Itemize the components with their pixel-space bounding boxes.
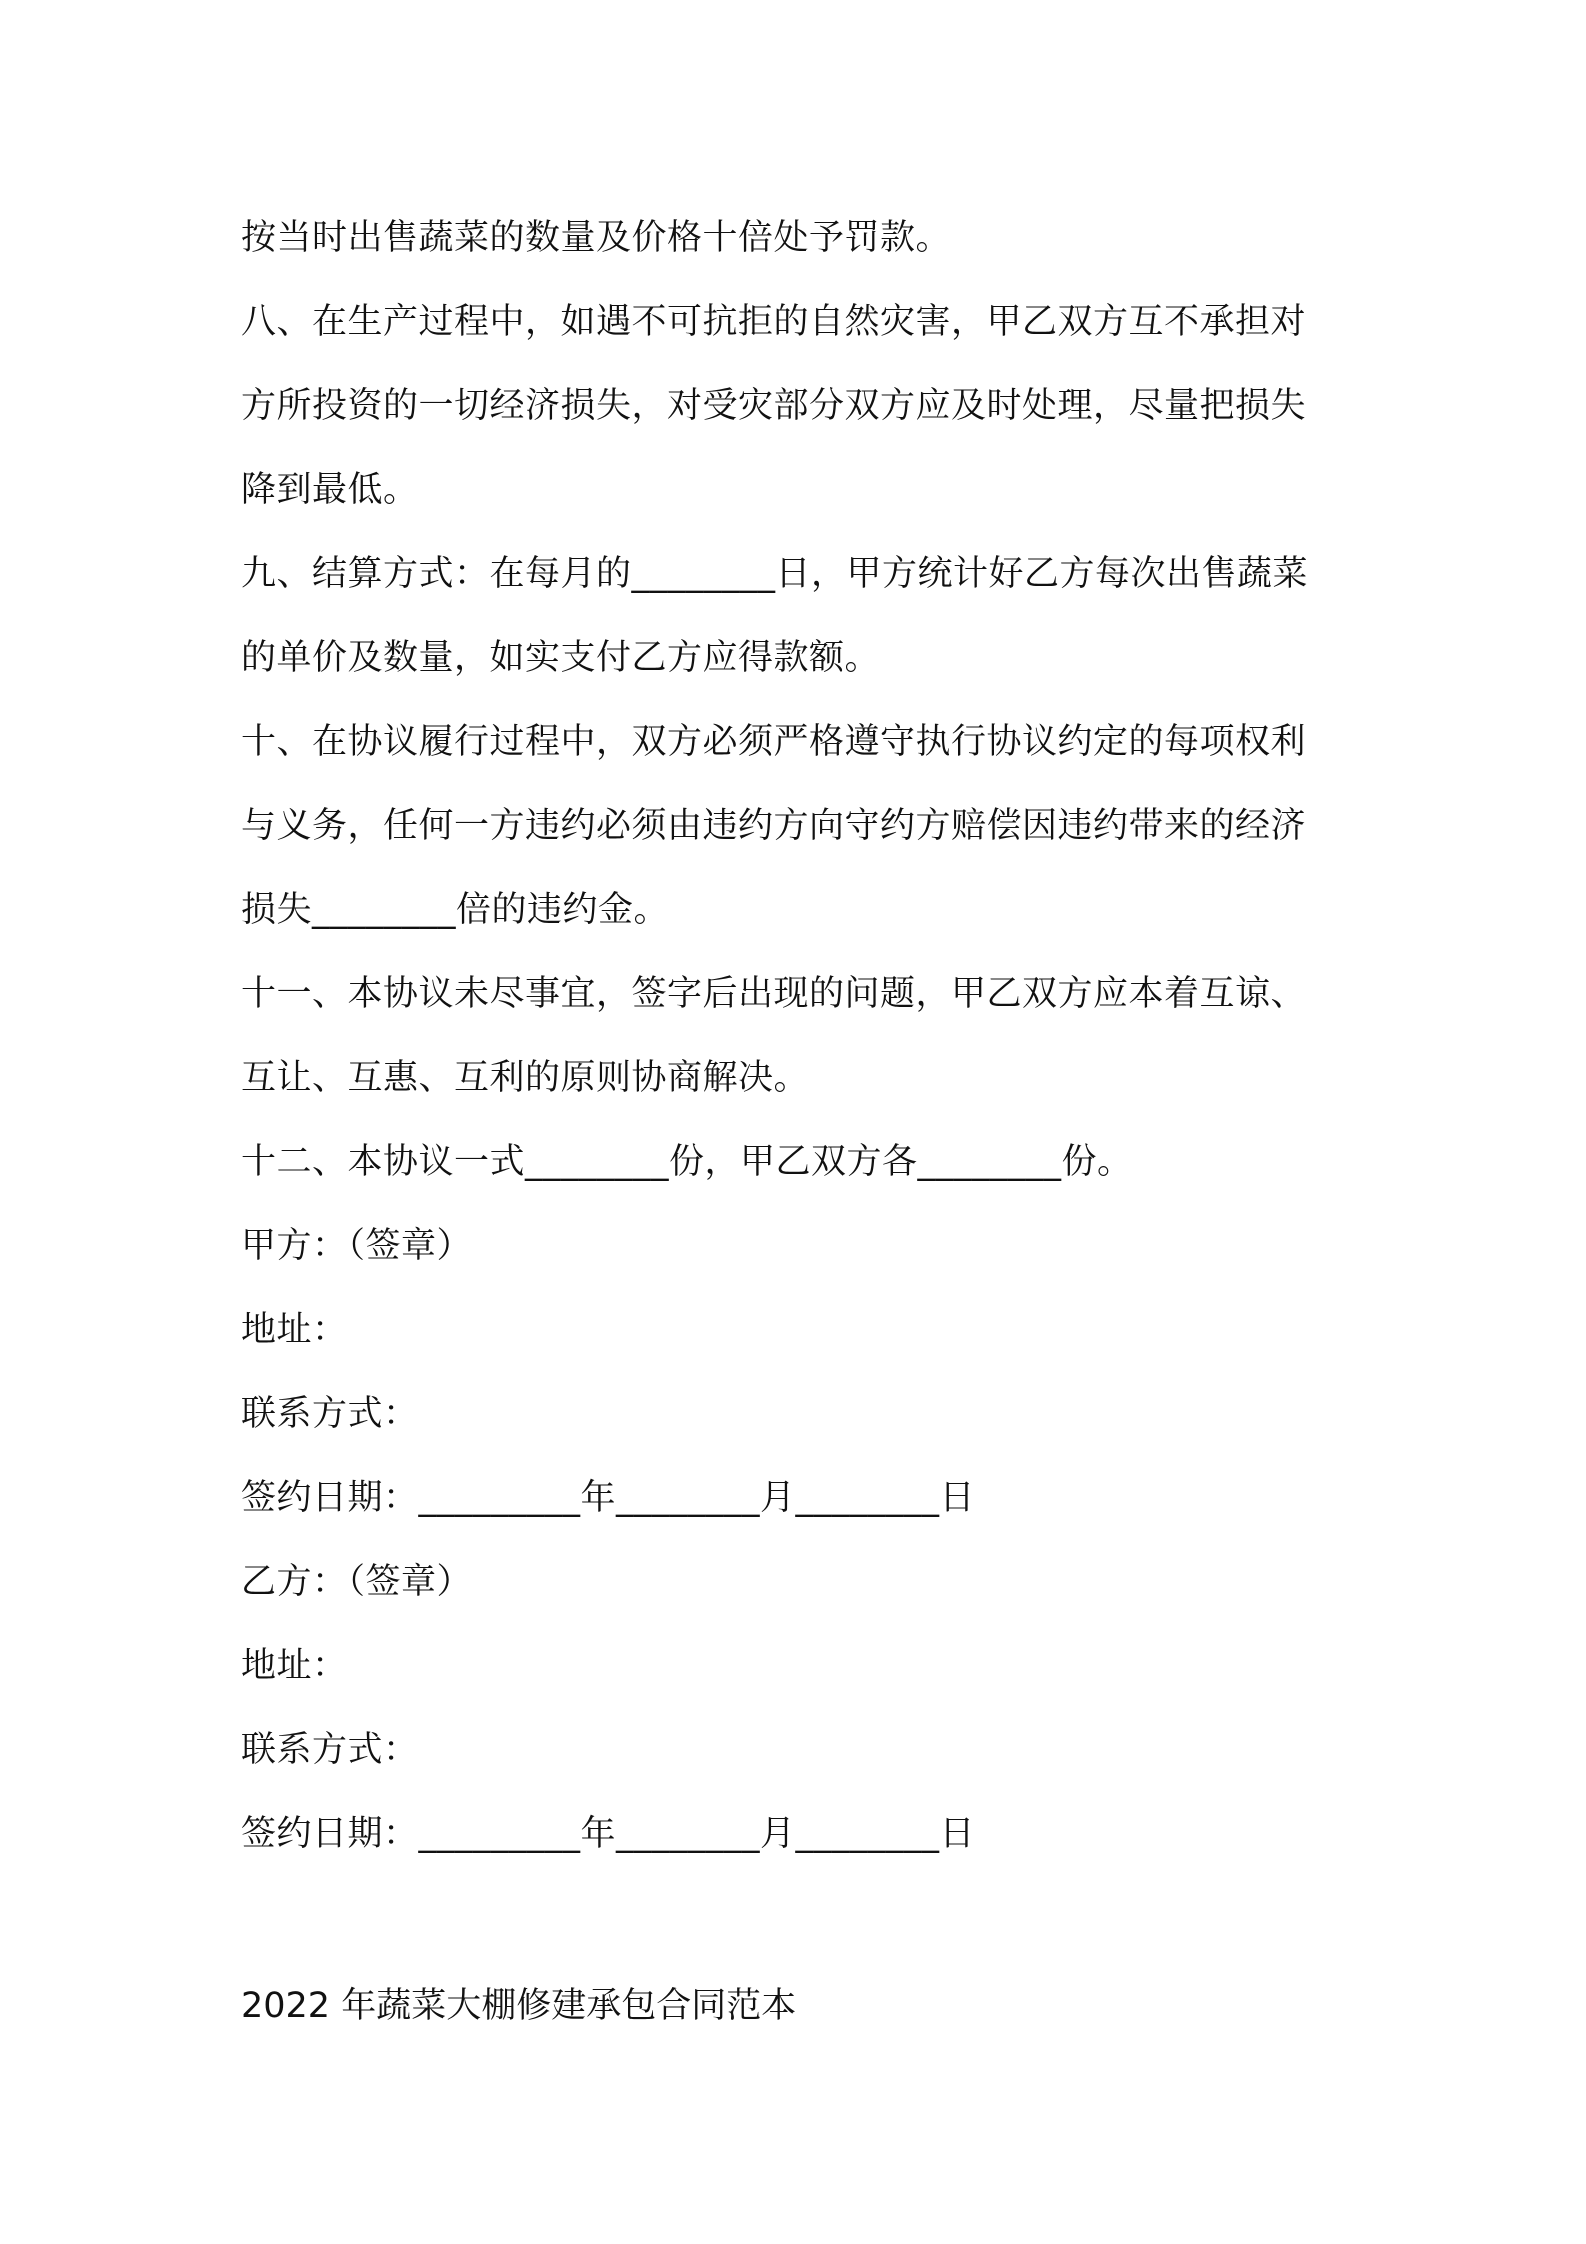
- clause-10-line-3: 损失________倍的违约金。: [241, 890, 670, 930]
- clause-8-line-3: 降到最低。: [241, 470, 419, 510]
- clause-10-line-2: 与义务，任何一方违约必须由违约方向守约方赔偿因违约带来的经济: [241, 806, 1307, 846]
- text-line: 按当时出售蔬菜的数量及价格十倍处予罚款。: [241, 218, 952, 258]
- clause-9-line-2: 的单价及数量，如实支付乙方应得款额。: [241, 638, 881, 678]
- clause-8-line-1: 八、在生产过程中，如遇不可抗拒的自然灾害，甲乙双方互不承担对: [241, 302, 1307, 342]
- clause-9-line-1: 九、结算方式：在每月的________日，甲方统计好乙方每次出售蔬菜: [241, 554, 1309, 594]
- clause-8-line-2: 方所投资的一切经济损失，对受灾部分双方应及时处理，尽量把损失: [241, 386, 1307, 426]
- clause-12-line: 十二、本协议一式________份，甲乙双方各________份。: [241, 1142, 1133, 1182]
- section-gap: [241, 1876, 1361, 1964]
- party-a-contact: 联系方式：: [241, 1394, 419, 1434]
- clause-11-line-2: 互让、互惠、互利的原则协商解决。: [241, 1058, 810, 1098]
- party-b-sign-date: 签约日期：_________年________月________日: [241, 1814, 976, 1854]
- party-b-contact: 联系方式：: [241, 1730, 419, 1770]
- party-a-address: 地址：: [241, 1310, 348, 1350]
- party-b-signature: 乙方：（签章）: [241, 1562, 473, 1602]
- clause-11-line-1: 十一、本协议未尽事宜，签字后出现的问题，甲乙双方应本着互谅、: [241, 974, 1307, 1014]
- clause-10-line-1: 十、在协议履行过程中，双方必须严格遵守执行协议约定的每项权利: [241, 722, 1307, 762]
- document-body: [241, 196, 1361, 2048]
- party-a-signature: 甲方：（签章）: [241, 1226, 473, 1266]
- party-a-sign-date: 签约日期：_________年________月________日: [241, 1478, 976, 1518]
- next-document-title: 2022 年蔬菜大棚修建承包合同范本: [241, 1986, 797, 2026]
- party-b-address: 地址：: [241, 1646, 348, 1686]
